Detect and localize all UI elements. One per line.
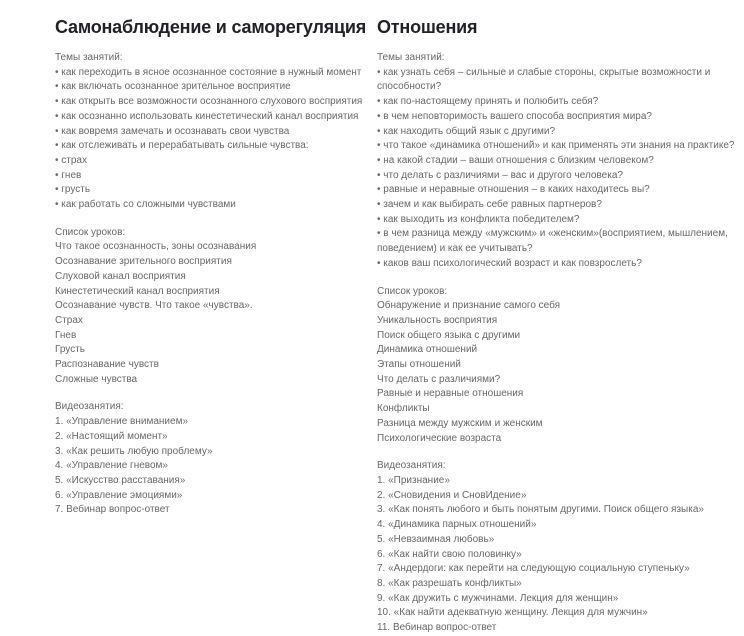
list-item: Что такое осознанность, зоны осознавания	[55, 241, 257, 253]
list-item: Слуховой канал восприятия	[55, 270, 186, 282]
list-item: • как отслеживать и перерабатывать сильные чувства:	[55, 140, 309, 152]
list-item: • как находить общий язык с другими?	[377, 125, 556, 137]
section-heading: Список уроков:	[55, 226, 126, 238]
list-item: 8. «Как разрешать конфликты»	[377, 577, 522, 589]
list-item: • как узнать себя – сильные и слабые стороны, скрытые возможности и способности?	[377, 66, 711, 93]
list-item: Распознавание чувств	[55, 359, 159, 371]
list-item: Поиск общего языка с другими	[377, 329, 521, 341]
list-item: 3. «Как решить любую проблему»	[55, 445, 213, 457]
section-heading: Видеозанятия:	[55, 401, 124, 413]
list-item: 5. «Искусство расставания»	[55, 474, 186, 486]
section-videos	[377, 459, 742, 635]
course-title: Самонаблюдение и саморегуляция	[55, 17, 367, 37]
videos-list	[55, 415, 367, 518]
section-videos	[55, 400, 367, 518]
list-item: Обнаружение и признание самого себя	[377, 300, 561, 312]
section-lessons	[55, 226, 367, 388]
list-item: 4. «Динамика парных отношений»	[377, 519, 537, 531]
list-item: 5. «Невзаимная любовь»	[377, 533, 495, 545]
list-item: Грусть	[55, 344, 85, 356]
list-item: 2. «Сновидения и СновИдение»	[377, 489, 527, 501]
list-item: 11. Вебинар вопрос-ответ	[377, 622, 497, 634]
videos-list	[377, 474, 742, 636]
list-item: Этапы отношений	[377, 359, 461, 371]
list-item: Кинестетический канал восприятия	[55, 285, 220, 297]
list-item: Сложные чувства	[55, 373, 138, 385]
list-item: • как переходить в ясное осознанное состояние в нужный момент	[55, 66, 362, 78]
section-lessons	[377, 285, 742, 447]
list-item: • как осознанно использовать кинестетический канал восприятия	[55, 110, 359, 122]
list-item: • каков ваш психологический возраст и как повзрослеть?	[377, 257, 642, 269]
list-item: • зачем и как выбирать себе равных партнеров?	[377, 199, 602, 211]
section-heading: Темы занятий:	[377, 52, 445, 63]
list-item: • что делать с различиями – вас и другого человека?	[377, 169, 623, 181]
list-item: 7. Вебинар вопрос-ответ	[55, 504, 170, 516]
list-item: • страх	[55, 154, 87, 166]
section-heading: Видеозанятия:	[377, 460, 446, 472]
list-item: Страх	[55, 314, 83, 326]
list-item: 7. «Андердоги: как перейти на следующую социальную ступеньку»	[377, 563, 690, 575]
lessons-list	[55, 240, 367, 387]
section-heading: Темы занятий:	[55, 52, 123, 63]
list-item: • гнев	[55, 169, 82, 181]
list-item: 6. «Управление эмоциями»	[55, 489, 183, 501]
list-item: Равные и неравные отношения	[377, 388, 524, 400]
list-item: Осознавание зрительного восприятия	[55, 256, 232, 268]
lessons-list	[377, 299, 742, 446]
list-item: Что делать с различиями?	[377, 373, 501, 385]
list-item: • как выходить из конфликта победителем?	[377, 213, 580, 225]
list-item: Гнев	[55, 329, 77, 341]
course-column-relationships	[377, 14, 742, 636]
list-item: Разница между мужским и женским	[377, 417, 543, 429]
list-item: • что такое «динамика отношений» и как применять эти знания на практике?	[377, 140, 735, 152]
list-item: • как открыть все возможности осознанного слухового восприятия	[55, 96, 363, 108]
list-item: • в чем неповторимость вашего способа восприятия мира?	[377, 110, 652, 122]
list-item: Осознавание чувств. Что такое «чувства».	[55, 300, 253, 312]
list-item: • на какой стадии – ваши отношения с близким человеком?	[377, 154, 654, 166]
list-item: Уникальность восприятия	[377, 314, 498, 326]
topics-list	[377, 66, 742, 272]
list-item: • как по-настоящему принять и полюбить себя?	[377, 96, 599, 108]
list-item: • равные и неравные отношения – в каких находитесь вы?	[377, 184, 650, 196]
section-topics	[377, 51, 742, 272]
list-item: 1. «Управление вниманием»	[55, 416, 189, 428]
section-heading: Список уроков:	[377, 285, 448, 297]
course-column-self-regulation	[55, 14, 367, 636]
list-item: • как вовремя замечать и осознавать свои чувства	[55, 125, 290, 137]
course-title: Отношения	[377, 17, 478, 37]
list-item: Конфликты	[377, 403, 430, 415]
list-item: 6. «Как найти свою половинку»	[377, 548, 522, 560]
list-item: 9. «Как дружить с мужчинами. Лекция для женщин»	[377, 592, 619, 604]
list-item: • как включать осознанное зрительное восприятие	[55, 81, 291, 93]
topics-list	[55, 66, 367, 213]
list-item: 10. «Как найти адекватную женщину. Лекция для мужчин»	[377, 607, 648, 619]
section-topics	[55, 51, 367, 213]
list-item: 2. «Настоящий момент»	[55, 430, 168, 442]
list-item: 1. «Признание»	[377, 474, 450, 486]
list-item: • в чем разница между «мужским» и «женским»(восприятием, мышлением, поведением) и как ее учитывать?	[377, 228, 728, 255]
list-item: • грусть	[55, 184, 91, 196]
list-item: Психологические возраста	[377, 432, 502, 444]
list-item: 3. «Как понять любого и быть понятым другими. Поиск общего языка»	[377, 504, 704, 516]
list-item: Динамика отношений	[377, 344, 478, 356]
list-item: 4. «Управление гневом»	[55, 460, 168, 472]
list-item: • как работать со сложными чувствами	[55, 199, 236, 211]
